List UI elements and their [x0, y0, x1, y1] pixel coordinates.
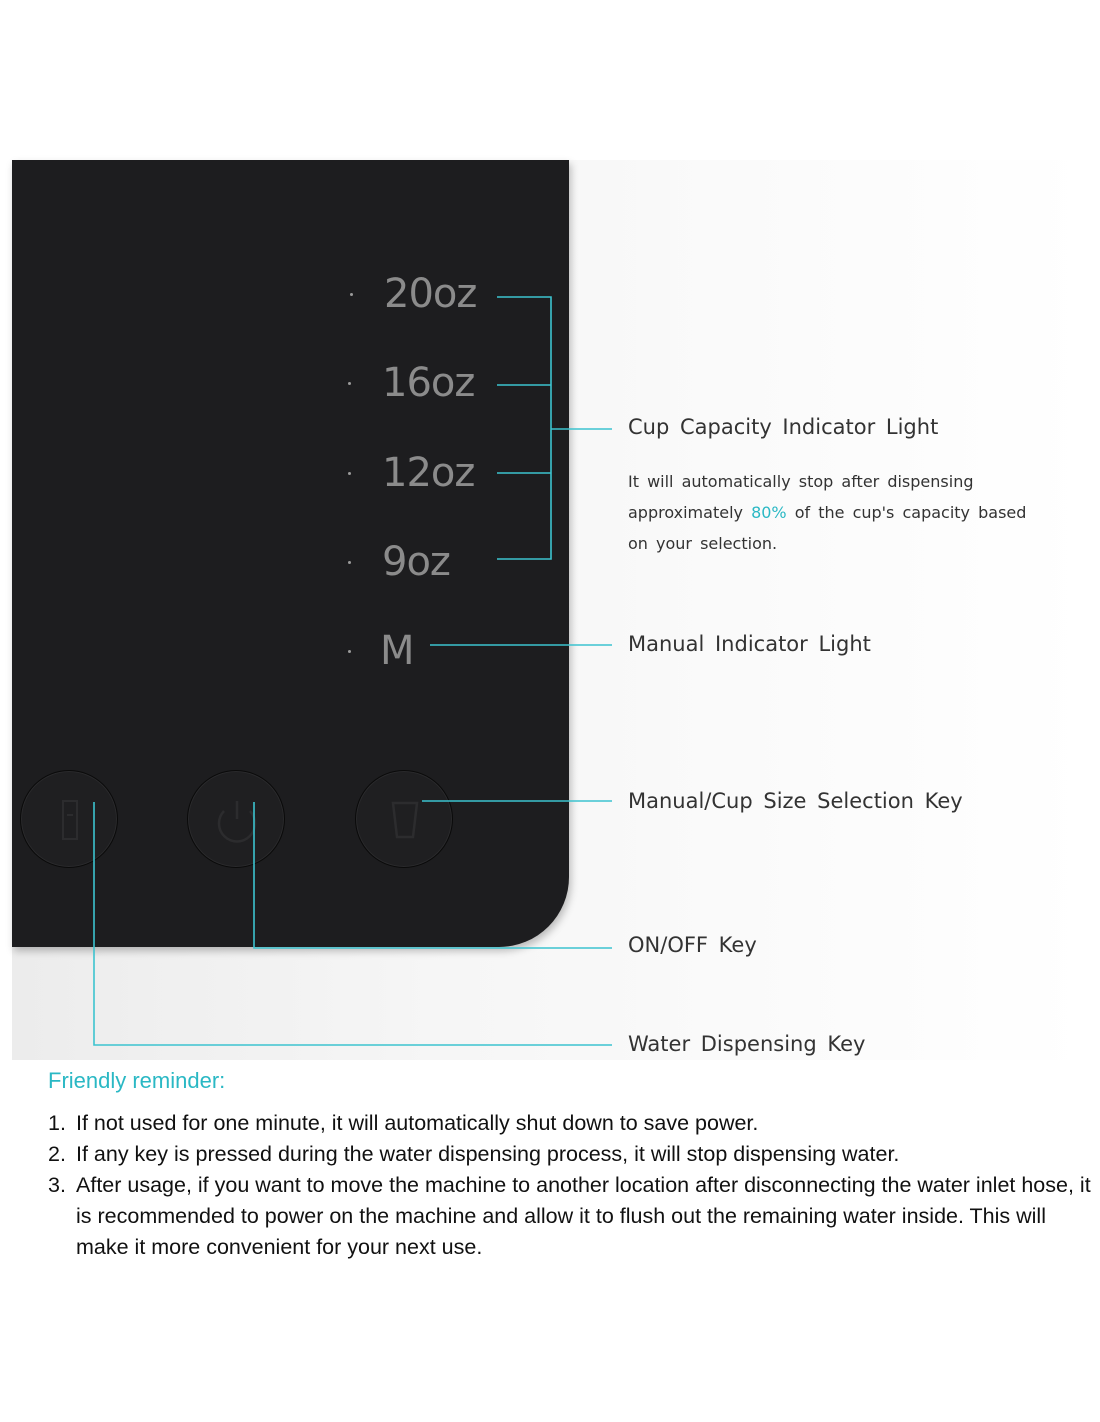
selection-key-label: Manual/Cup Size Selection Key: [628, 789, 963, 813]
list-item: [48, 1170, 1093, 1263]
list-item: [48, 1139, 1093, 1170]
manual-mark-label: M: [380, 628, 414, 674]
cup-capacity-indicator-label: Cup Capacity Indicator Light: [628, 415, 939, 439]
manual-indicator-label: Manual Indicator Light: [628, 632, 871, 656]
reminder-list: [48, 1108, 1093, 1263]
leader-line-20oz: [497, 297, 551, 559]
desc-text-before: It will automatically stop after dispensing approximately: [628, 472, 974, 522]
desc-text-after: of the cup's capacity based on your selection.: [628, 503, 1027, 553]
reminder-title: Friendly reminder:: [48, 1068, 226, 1093]
list-item-text: If any key is pressed during the water dispensing process, it will stop dispensing water.: [76, 1142, 900, 1166]
list-item-text: After usage, if you want to move the machine to another location after disconnecting the water inlet hose, it is recommended to power on the machine and allow it to flush out the remaining water inside. This will make it more convenient for your next use.: [76, 1173, 1091, 1259]
leader-line-on-off: [254, 802, 612, 948]
water-dispensing-key-label: Water Dispensing Key: [628, 1032, 866, 1056]
cup-capacity-description: [628, 466, 1028, 559]
capacity-9oz-label: 9oz: [382, 539, 450, 585]
list-item: [48, 1108, 1093, 1139]
list-item-number: 1.: [48, 1111, 66, 1135]
list-item-number: 3.: [48, 1173, 66, 1197]
leader-line-water: [94, 802, 612, 1045]
capacity-20oz-label: 20oz: [384, 271, 477, 317]
list-item-text: If not used for one minute, it will automatically shut down to save power.: [76, 1111, 759, 1135]
capacity-16oz-label: 16oz: [382, 360, 475, 406]
on-off-key-label: ON/OFF Key: [628, 933, 757, 957]
capacity-12oz-label: 12oz: [382, 450, 475, 496]
list-item-number: 2.: [48, 1142, 66, 1166]
desc-highlight-percent: 80%: [751, 503, 787, 522]
